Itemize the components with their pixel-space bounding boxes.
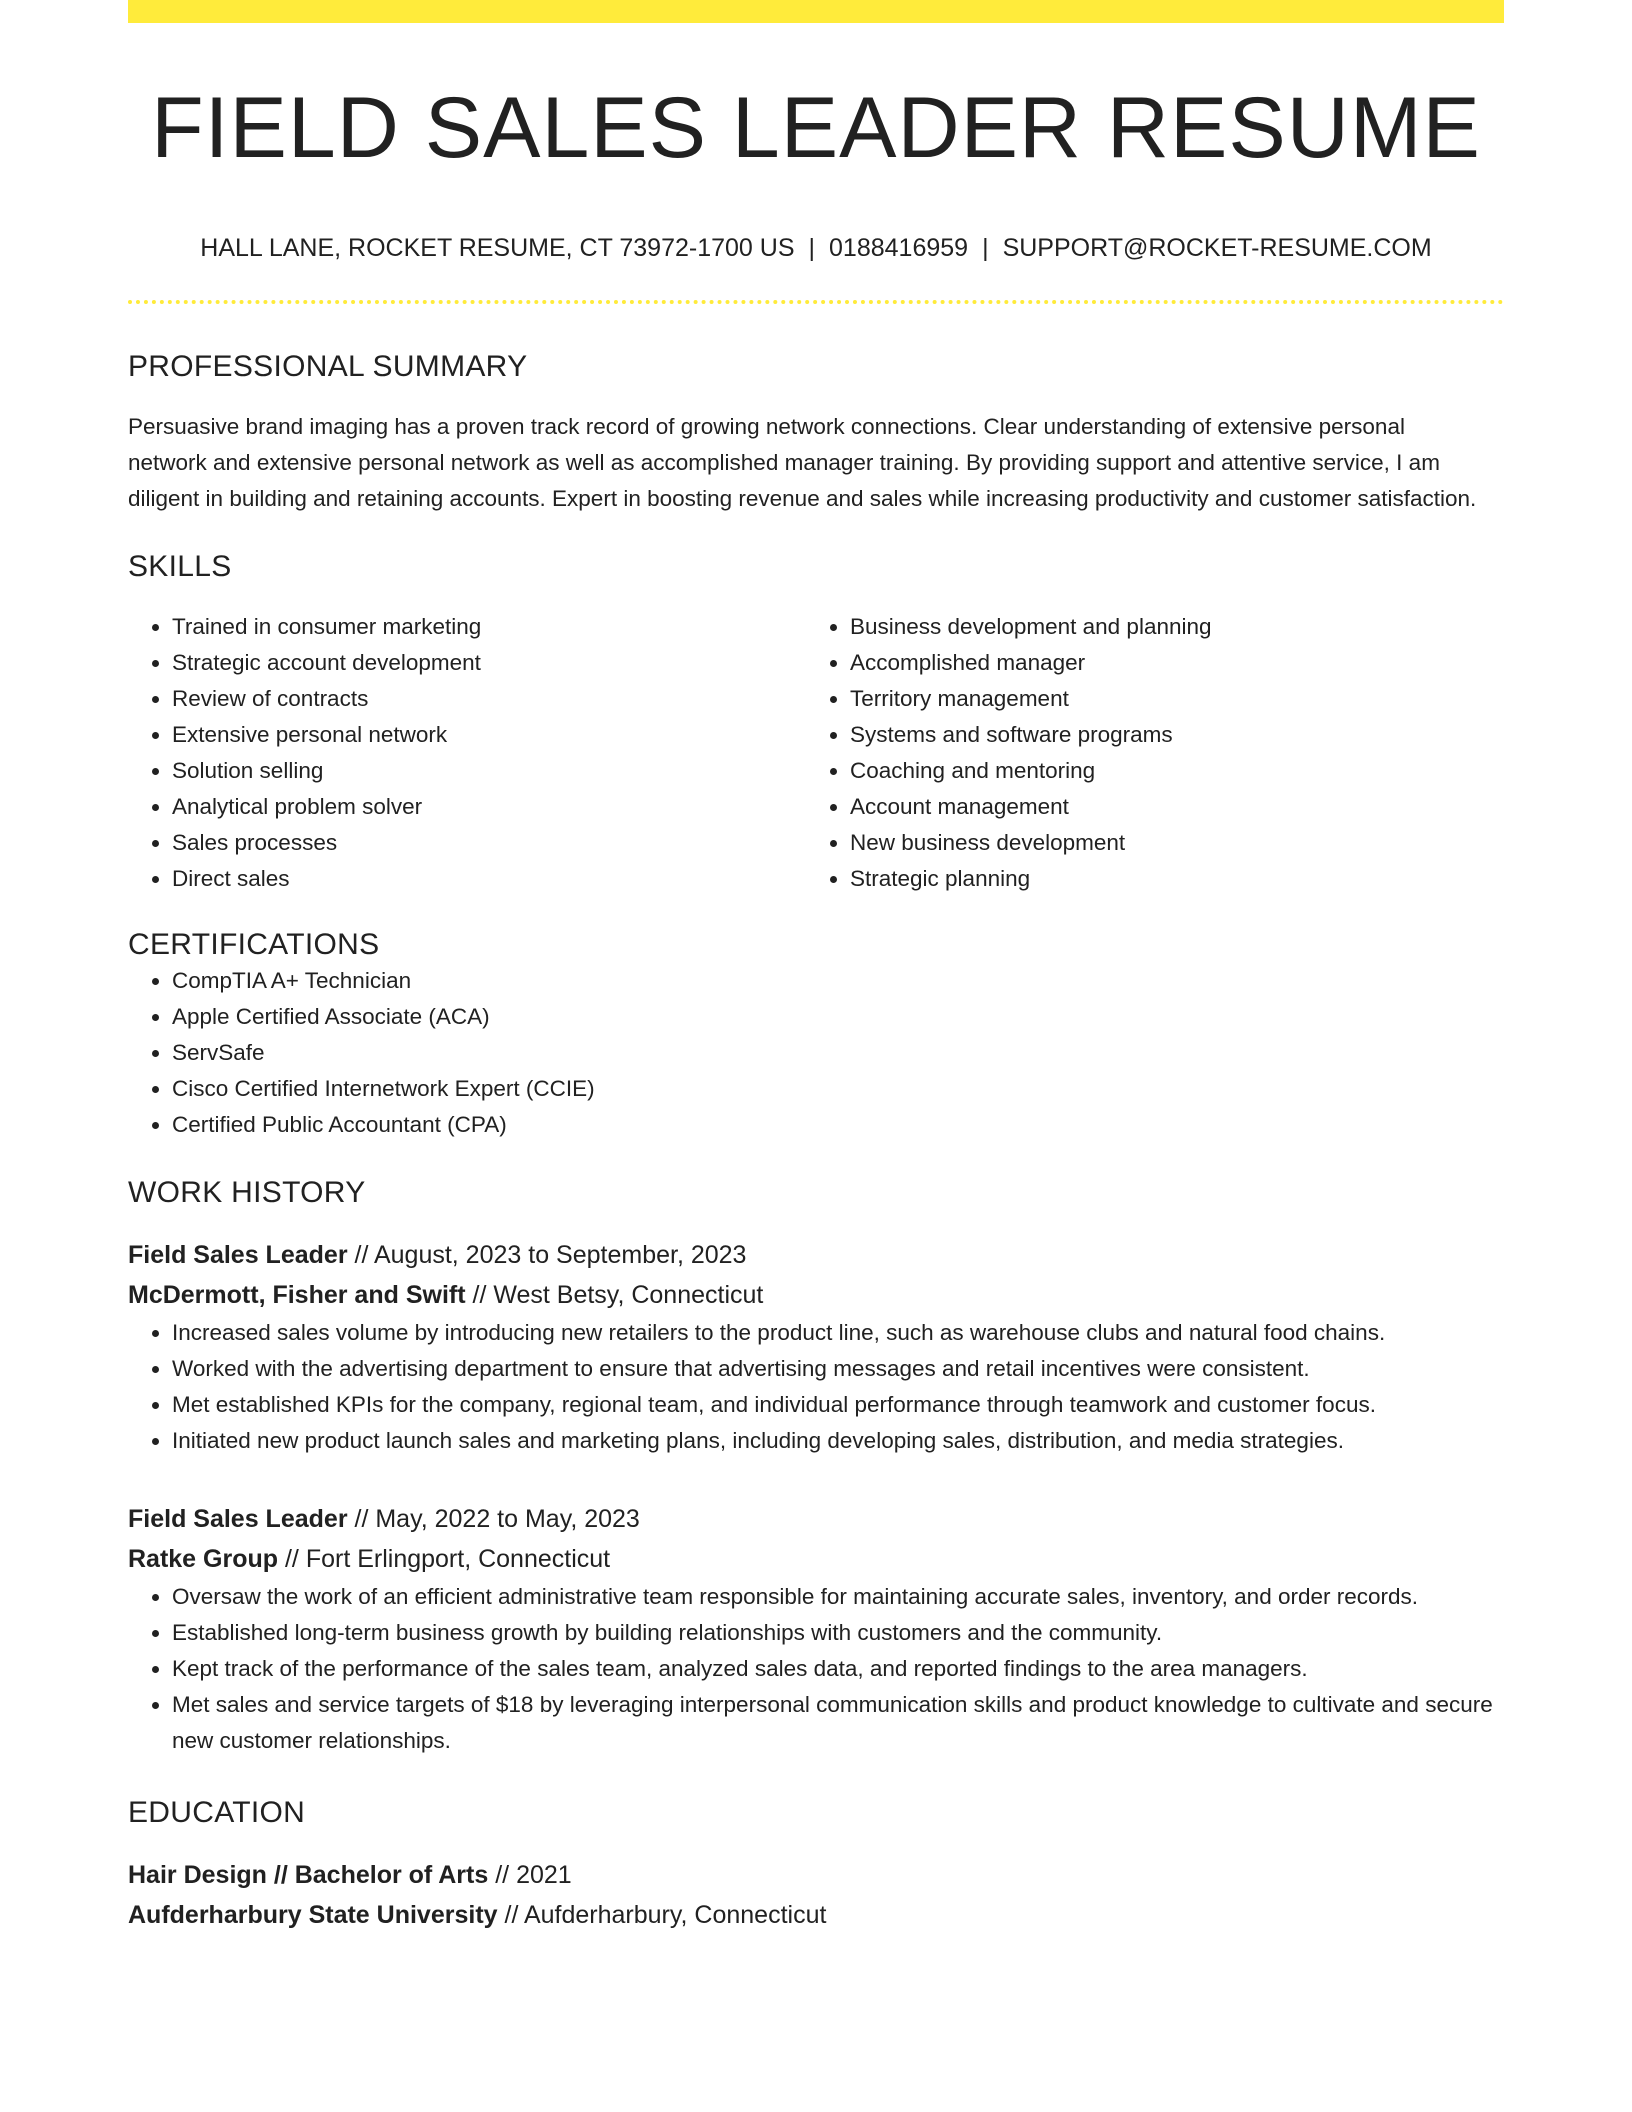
education-school: Aufderharbury State University <box>128 1901 498 1929</box>
job-bullet: • Increased sales volume by introducing new retailers to the product line, such as warehouse clubs and natural food chains. <box>172 1315 1504 1351</box>
job-bullets <box>128 1579 1504 1759</box>
skills-list-left <box>128 609 806 897</box>
education-degree: Hair Design // Bachelor of Arts <box>128 1861 489 1889</box>
certification-item: • ServSafe <box>172 1035 1504 1071</box>
job-bullet: • Initiated new product launch sales and marketing plans, including developing sales, distribution, and media strategies. <box>172 1423 1504 1459</box>
job-location: // Fort Erlingport, Connecticut <box>284 1545 611 1573</box>
skills-grid <box>128 609 1504 897</box>
job-bullet: • Met established KPIs for the company, regional team, and individual performance through teamwork and customer focus. <box>172 1387 1504 1423</box>
skills-column-left <box>128 609 806 897</box>
skills-column-right <box>806 609 1484 897</box>
address: HALL LANE, ROCKET RESUME, CT 73972-1700 US <box>200 234 795 262</box>
job-company-line <box>128 1275 1504 1315</box>
job-title: Field Sales Leader <box>128 1505 348 1533</box>
contact-separator: | <box>808 234 816 262</box>
job-entry <box>128 1235 1504 1459</box>
phone: 0188416959 <box>829 234 969 262</box>
certification-item: • Apple Certified Associate (ACA) <box>172 999 1504 1035</box>
resume-page <box>128 0 1504 1935</box>
certification-item: • CompTIA A+ Technician <box>172 963 1504 999</box>
skill-item: • Analytical problem solver <box>172 789 806 825</box>
education-degree-line <box>128 1855 1504 1895</box>
summary-heading: PROFESSIONAL SUMMARY <box>128 350 528 383</box>
job-bullets <box>128 1315 1504 1459</box>
email: SUPPORT@ROCKET-RESUME.COM <box>1002 234 1432 262</box>
dotted-divider <box>128 300 1504 304</box>
skill-item: • Extensive personal network <box>172 717 806 753</box>
skill-item: • Strategic planning <box>850 861 1484 897</box>
job-bullet: • Worked with the advertising department to ensure that advertising messages and retail incentives were consistent. <box>172 1351 1504 1387</box>
education-year: // 2021 <box>495 1861 572 1889</box>
job-location: // West Betsy, Connecticut <box>472 1281 764 1309</box>
skill-item: • Trained in consumer marketing <box>172 609 806 645</box>
contact-line <box>128 233 1504 263</box>
skills-list-right <box>806 609 1484 897</box>
skill-item: • Systems and software programs <box>850 717 1484 753</box>
job-company-line <box>128 1539 1504 1579</box>
page-title: FIELD SALES LEADER RESUME <box>151 80 1481 176</box>
accent-bar <box>128 0 1504 23</box>
certification-item: • Certified Public Accountant (CPA) <box>172 1107 1504 1143</box>
job-entry <box>128 1499 1504 1759</box>
education-entry <box>128 1855 1504 1935</box>
job-company: Ratke Group <box>128 1545 279 1573</box>
job-bullet: • Met sales and service targets of $18 by leveraging interpersonal communication skills and product knowledge to cultivate and secure new customer relationships. <box>172 1687 1504 1759</box>
skill-item: • Review of contracts <box>172 681 806 717</box>
skill-item: • Strategic account development <box>172 645 806 681</box>
skill-item: • Sales processes <box>172 825 806 861</box>
skills-heading: SKILLS <box>128 550 232 583</box>
certification-item: • Cisco Certified Internetwork Expert (CCIE) <box>172 1071 1504 1107</box>
education-location: // Aufderharbury, Connecticut <box>504 1901 827 1929</box>
job-company: McDermott, Fisher and Swift <box>128 1281 466 1309</box>
contact-separator: | <box>982 234 989 262</box>
job-dates: // May, 2022 to May, 2023 <box>354 1505 640 1533</box>
skill-item: • Solution selling <box>172 753 806 789</box>
skill-item: • Direct sales <box>172 861 806 897</box>
skill-item: • Territory management <box>850 681 1484 717</box>
skill-item: • Account management <box>850 789 1484 825</box>
job-bullet: • Kept track of the performance of the sales team, analyzed sales data, and reported findings to the area managers. <box>172 1651 1504 1687</box>
work-history-heading: WORK HISTORY <box>128 1176 366 1209</box>
skill-item: • Accomplished manager <box>850 645 1484 681</box>
education-school-line <box>128 1895 1504 1935</box>
job-title-line <box>128 1499 1504 1539</box>
skill-item: • Coaching and mentoring <box>850 753 1484 789</box>
job-bullet: • Established long-term business growth by building relationships with customers and the community. <box>172 1615 1504 1651</box>
certifications-list <box>128 963 1504 1143</box>
certifications-heading: CERTIFICATIONS <box>128 928 380 961</box>
summary-text: Persuasive brand imaging has a proven track record of growing network connections. Clear understanding of extensive personal network and extensive personal network as well as accomplished manager training. By providing support and attentive service, I am diligent in building and retaining accounts. Expert in boosting revenue and sales while increasing productivity and customer satisfaction. <box>128 414 1477 511</box>
job-title-line <box>128 1235 1504 1275</box>
education-heading: EDUCATION <box>128 1796 306 1829</box>
job-bullet: • Oversaw the work of an efficient administrative team responsible for maintaining accurate sales, inventory, and order records. <box>172 1579 1504 1615</box>
job-title: Field Sales Leader <box>128 1241 348 1269</box>
skill-item: • Business development and planning <box>850 609 1484 645</box>
job-dates: // August, 2023 to September, 2023 <box>354 1241 747 1269</box>
skill-item: • New business development <box>850 825 1484 861</box>
